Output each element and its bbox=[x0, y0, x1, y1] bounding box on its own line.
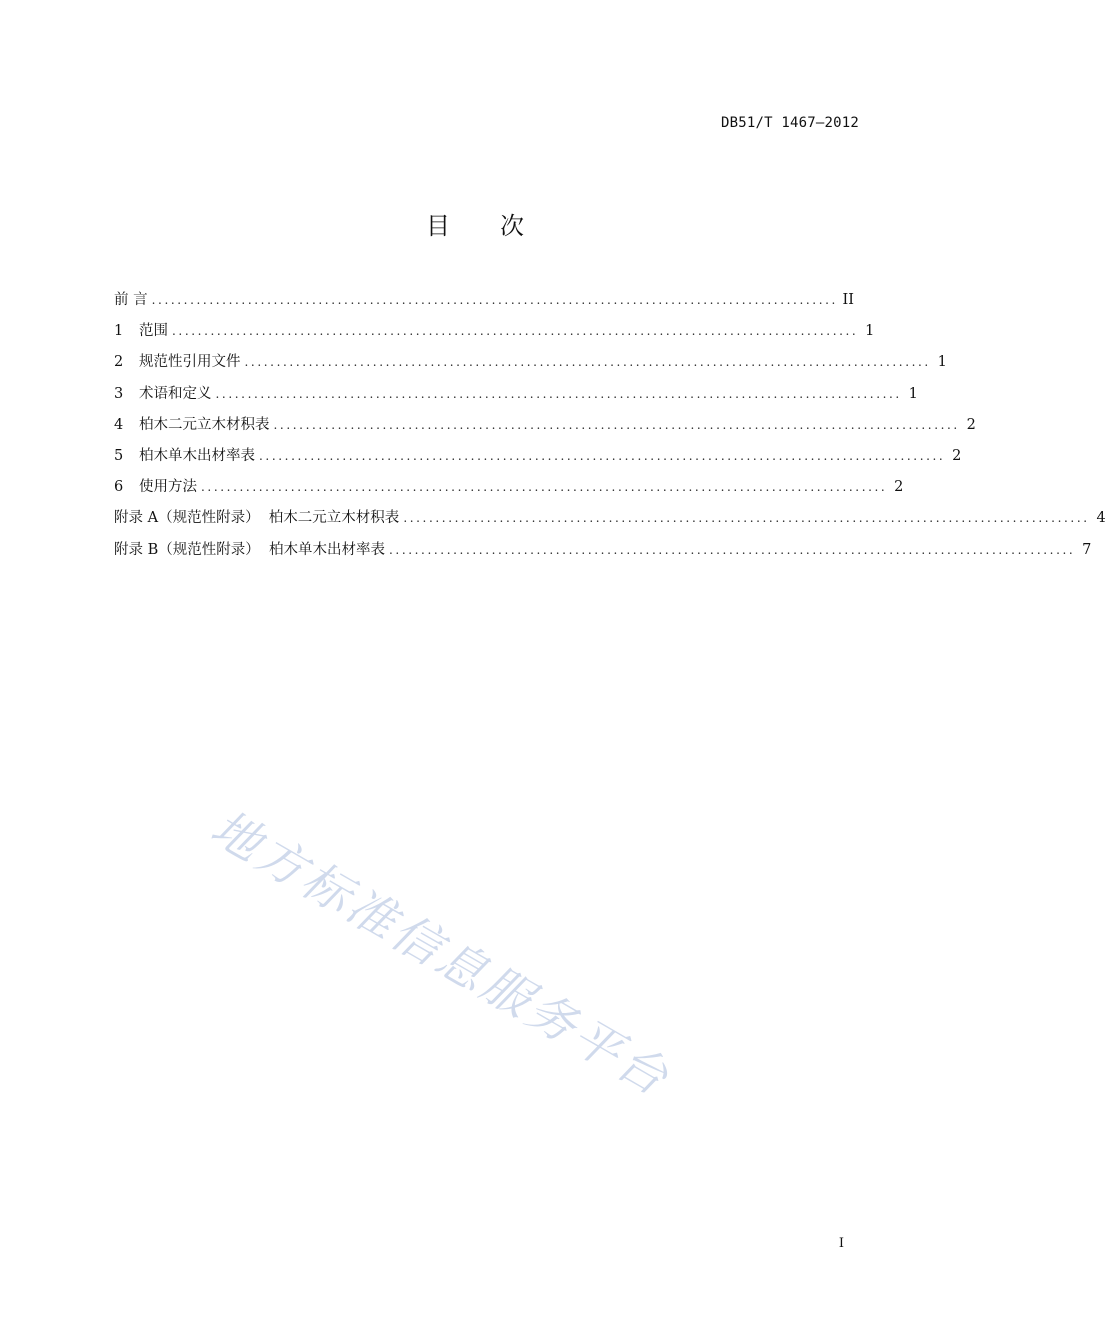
table-of-contents bbox=[114, 288, 1106, 569]
toc-entry[interactable] bbox=[114, 319, 875, 350]
document-code: DB51/T 1467—2012 bbox=[720, 115, 859, 131]
toc-entry-page: 1 bbox=[908, 385, 918, 402]
toc-leader-dots: ........................................................................................................... bbox=[172, 324, 859, 339]
toc-entry[interactable] bbox=[114, 413, 976, 444]
toc-leader-dots: ........................................................................................................... bbox=[259, 448, 946, 463]
toc-entry-label: 柏木二元立木材积表 bbox=[139, 416, 270, 433]
toc-entry[interactable] bbox=[114, 506, 1106, 537]
toc-leader-dots: ........................................................................................................... bbox=[201, 480, 888, 495]
toc-leader-dots: ........................................................................................................... bbox=[273, 417, 960, 432]
page-number: I bbox=[838, 1236, 844, 1251]
toc-entry-page: 2 bbox=[894, 479, 904, 496]
toc-entry-label: 术语和定义 bbox=[139, 385, 212, 402]
toc-entry-label: 附录 B（规范性附录） 柏木单木出材率表 bbox=[114, 541, 385, 558]
toc-entry-number: 4 bbox=[114, 416, 124, 433]
toc-entry-label: 附录 A（规范性附录） 柏木二元立木材积表 bbox=[114, 510, 400, 527]
toc-entry[interactable] bbox=[114, 382, 918, 413]
toc-leader-dots: ........................................................................................................... bbox=[151, 293, 838, 307]
toc-entry-page: 2 bbox=[952, 447, 962, 464]
toc-leader-dots: ........................................................................................................... bbox=[215, 386, 902, 401]
watermark: 地方标准信息服务平台 bbox=[201, 799, 680, 1109]
title-char-2: 次 bbox=[500, 212, 524, 240]
toc-entry-number: 5 bbox=[114, 447, 124, 464]
toc-leader-dots: ........................................................................................................... bbox=[403, 511, 1090, 526]
toc-entry-page: 1 bbox=[937, 354, 947, 371]
title-char-1: 目 bbox=[426, 212, 450, 240]
toc-leader-dots: ........................................................................................................... bbox=[388, 542, 1076, 557]
toc-entry[interactable] bbox=[114, 538, 1092, 569]
toc-entry-number: 6 bbox=[114, 479, 124, 496]
toc-entry[interactable] bbox=[114, 288, 852, 319]
toc-entry-number: 1 bbox=[114, 323, 124, 340]
toc-entry-label: 柏木单木出材率表 bbox=[139, 447, 255, 464]
toc-leader-dots: ........................................................................................................... bbox=[244, 355, 931, 370]
toc-entry-label: 规范性引用文件 bbox=[139, 354, 241, 371]
toc-entry-page: II bbox=[842, 292, 854, 308]
toc-entry-page: 2 bbox=[966, 416, 976, 433]
toc-entry[interactable] bbox=[114, 444, 962, 475]
toc-entry-number: 2 bbox=[114, 354, 124, 371]
toc-entry[interactable] bbox=[114, 350, 947, 381]
toc-entry-page: 4 bbox=[1096, 510, 1106, 527]
page-title bbox=[0, 206, 950, 241]
toc-entry[interactable] bbox=[114, 475, 904, 506]
toc-entry-number: 3 bbox=[114, 385, 124, 402]
toc-entry-label: 范围 bbox=[139, 323, 168, 340]
toc-entry-page: 7 bbox=[1082, 541, 1092, 558]
toc-entry-label: 使用方法 bbox=[139, 479, 197, 496]
toc-entry-label: 前 言 bbox=[114, 292, 148, 308]
toc-entry-page: 1 bbox=[865, 323, 875, 340]
